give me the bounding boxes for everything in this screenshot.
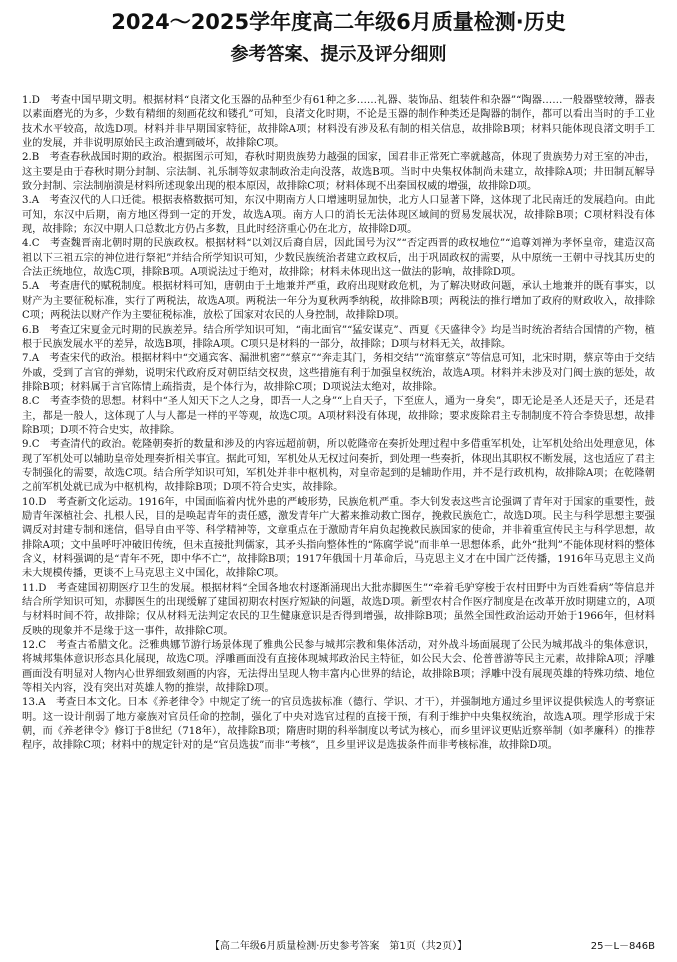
answer-item-1: 1.D 考查中国早期文明。根据材料“良渚文化玉器的品种至少有61种之多……礼器、装饰品、组装件和杂器”“陶器……一般器壁较薄，器表以素面磨光的为多，少数有精细的刻画花纹和镂孔”可知，良渚文化时期，不论是玉器的制作种类还是陶器的制作，都可以看出当时的手工业技术水平较高，故选D项。材料并非早期国家特征，故排除A项；材料没有涉及私有制的相关信息，故排除B项；材料只能体现良渚文明手工业的发展，并非说明原始民主政治遭到破坏，故排除C项。 [22,95,655,150]
answer-item-8: 8.C 考查李贽的思想。材料中“圣人知天下之人之身，即吾一人之身”“上自天子，下至庶人，通为一身矣”，即无论是圣人还是天子，还是君主，都是一般人，这体现了人与人都是一样的平等观，故选C项。A项材料没有体现，故排除；要求废除君主专制制度不符合李贽思想，故排除B项；D项不符合史实，故排除。 [22,396,655,436]
answer-list [22,94,655,754]
footer-page-info: 【高二年级6月质量检测·历史参考答案 第1页（共2页）】 [209,941,468,952]
page-footer [22,940,655,954]
answer-item-2: 2.B 考查春秋战国时期的政治。根据图示可知，春秋时期贵族势力越强的国家，国君非正常死亡率就越高，体现了贵族势力对王室的冲击，这主要是由于春秋时期分封制、宗法制、礼乐制等奴隶制政治走向没落，故选B项。当时中央集权体制尚未建立，故排除A项；井田制瓦解导致分封制、宗法制崩溃是材料所述现象出现的根本原因，故排除C项；材料体现不出秦国权威的增强，故排除D项。 [22,152,655,193]
answer-item-11: 11.D 考查建国初期医疗卫生的发展。根据材料“全国各地农村逐渐涌现出大批赤脚医生”“牵着毛驴穿梭于农村田野中为百姓看病”等信息并结合所学知识可知，赤脚医生的出现缓解了建国初期农村医疗短缺的问题，故选D项。新型农村合作医疗制度是在改革开放时期建立的，A项与材料时间不符，故排除；仅从材料无法判定农民的卫生健康意识是否得到增强，故排除B项；虽然全国性政治运动开始于1966年，但材料反映的现象并不是缘于这一事件，故排除C项。 [22,582,655,637]
page-subtitle: 参考答案、提示及评分细则 [230,44,447,65]
footer-document-code: 25－L－846B [590,941,655,952]
answer-item-12: 12.C 考查古希腊文化。泛雅典娜节游行场景体现了雅典公民参与城邦宗教和集体活动，对外战斗场面展现了公民为城邦战斗的集体意识，将城邦集体意识形态具化展现，故选C项。浮雕画面没有直接体现城邦政治民主特征，如公民大会、伦普普游等民主元素，故排除A项；浮雕画面没有明显对人物内心世界细致刻画的内容，无法得出呈现人物丰富内心世界的结论，故排除B项；浮雕中没有展现英雄的特殊功绩、地位等相关内容，没有突出对英雄人物的推崇，故排除D项。 [22,640,655,695]
answer-item-4: 4.C 考查魏晋南北朝时期的民族政权。根据材料“以刘汉后裔自居，因此国号为汉”“否定西晋的政权地位”“追尊刘禅为孝怀皇帝，建造汉高祖以下三祖五宗的神位进行祭祀”并结合所学知识可知，少数民族统治者建立政权后，出于巩固政权的需要，从中原统一王朝中寻找其历史的合法正统地位，故选C项，排除B项。A项说法过于绝对，故排除；材料未体现出这一做法的影响，故排除D项。 [22,238,655,279]
answer-item-9: 9.C 考查清代的政治。乾隆朝奏折的数量和涉及的内容远超前朝，所以乾隆帝在奏折处理过程中多借重军机处，让军机处给出处理意见，体现了军机处可以辅助皇帝处理奏折相关事宜。据此可知，军机处从无权过问奏折，到处理一些奏折，体现出其职权不断发展，这也适应了君主专制强化的需要，故选C项。结合所学知识可知，军机处并非中枢机构，对皇帝起到的是辅助作用，并不是行政机构，故排除A项；在乾隆朝之前军机处就已成为中枢机构，故排除B项；D项不符合史实，故排除。 [22,439,655,494]
answer-item-5: 5.A 考查唐代的赋税制度。根据材料可知，唐朝由于土地兼并严重，政府出现财政危机，为了解决财政问题，承认土地兼并的既有事实，以财产为主要征税标准，实行了两税法，故选A项。两税法一年分为夏秋两季纳税，故排除B项；两税法的推行增加了政府的财政收入，故排除C项；两税法以财产作为主要征税标准，放松了国家对农民的人身控制，故排除D项。 [22,281,655,322]
page-title: 2024～2025学年度高二年级6月质量检测·历史 [111,10,566,34]
answer-item-7: 7.A 考查宋代的政治。根据材料中“交通宾客、漏泄机密”“蔡京”“奔走其门，务相交结”“流窜蔡京”等信息可知，北宋时期，蔡京等由于交结外戚，受到了言官的弹劾，说明宋代政府反对朝臣结交权贵，这些措施有利于加强皇权统治，故选A项。材料并未涉及对门阀士族的惩处，故排除B项；材料属于言官陈情上疏指责，是个体行为，故排除C项；D项说法太绝对，故排除。 [22,353,655,393]
answer-item-3: 3.A 考查汉代的人口迁徙。根据表格数据可知，东汉中期南方人口增速明显加快，北方人口显著下降，这体现了北民南迁的发展趋向。由此可知，东汉中后期，南方地区得到一定的开发，故选A项。南方人口的消长无法体现区域间的贸易发展状况，故排除B项；C项材料没有体现，故排除；东汉中期人口总数北方仍占多数，且此时经济重心仍在北方，故排除D项。 [22,195,655,236]
answer-item-10: 10.D 考查新文化运动。1916年，中国面临着内忧外患的严峻形势，民族危机严重。李大钊发表这些言论强调了青年对于国家的重要性，鼓励青年深植社会、扎根人民，目的是唤起青年的责任感，激发青年广大蓄来推动救亡图存，挽救民族危亡，故选D项。民主与科学思想主要强调反对封建专制和迷信，倡导自由平等、科学精神等，文章重点在于激励青年肩负起挽救民族国家的使命，并非着重宣传民主与科学思想，故排除A项；文中虽呼吁冲破旧传统，但未直接批判儒家，其矛头指向整体性的“陈腐学说”而非单一思想体系，此外“批判”不能体现材料的整体含义，材料强调的是“青年不死，即中华不亡”，故排除B项；1917年俄国十月革命后，马克思主义才在中国广泛传播，1916年马克思主义尚未大规模传播，更谈不上马克思主义中国化，故排除C项。 [22,496,655,580]
answer-item-13: 13.A 考查日本文化。日本《养老律令》中规定了统一的官员选拔标准（德行、学识、才干），并强制地方通过乡里评议提供候选人的考察证明。这一设计削弱了地方豪族对官员任命的控制，强化了中央对选官过程的直接干预，有利于维护中央集权统治，故选A项。理学形成于宋朝，而《养老律令》修订于8世纪（718年），故排除B项；隋唐时期的科举制度以考试为核心，而乡里评议更贴近察举制（如孝廉科）的推荐程序，故排除C项；材料中的规定针对的是“官员选拔”而非“考核”，且乡里评议是选拔条件而非考核标准，故排除D项。 [22,697,655,752]
answer-item-6: 6.B 考查辽宋夏金元时期的民族差异。结合所学知识可知，“南北面官”“猛安谋克”、西夏《天盛律令》均是当时统治者结合国情的产物，植根于民族发展水平的差异，故选B项，排除A项。C项只是材料的一部分，故排除；D项与材料无关，故排除。 [22,324,655,350]
